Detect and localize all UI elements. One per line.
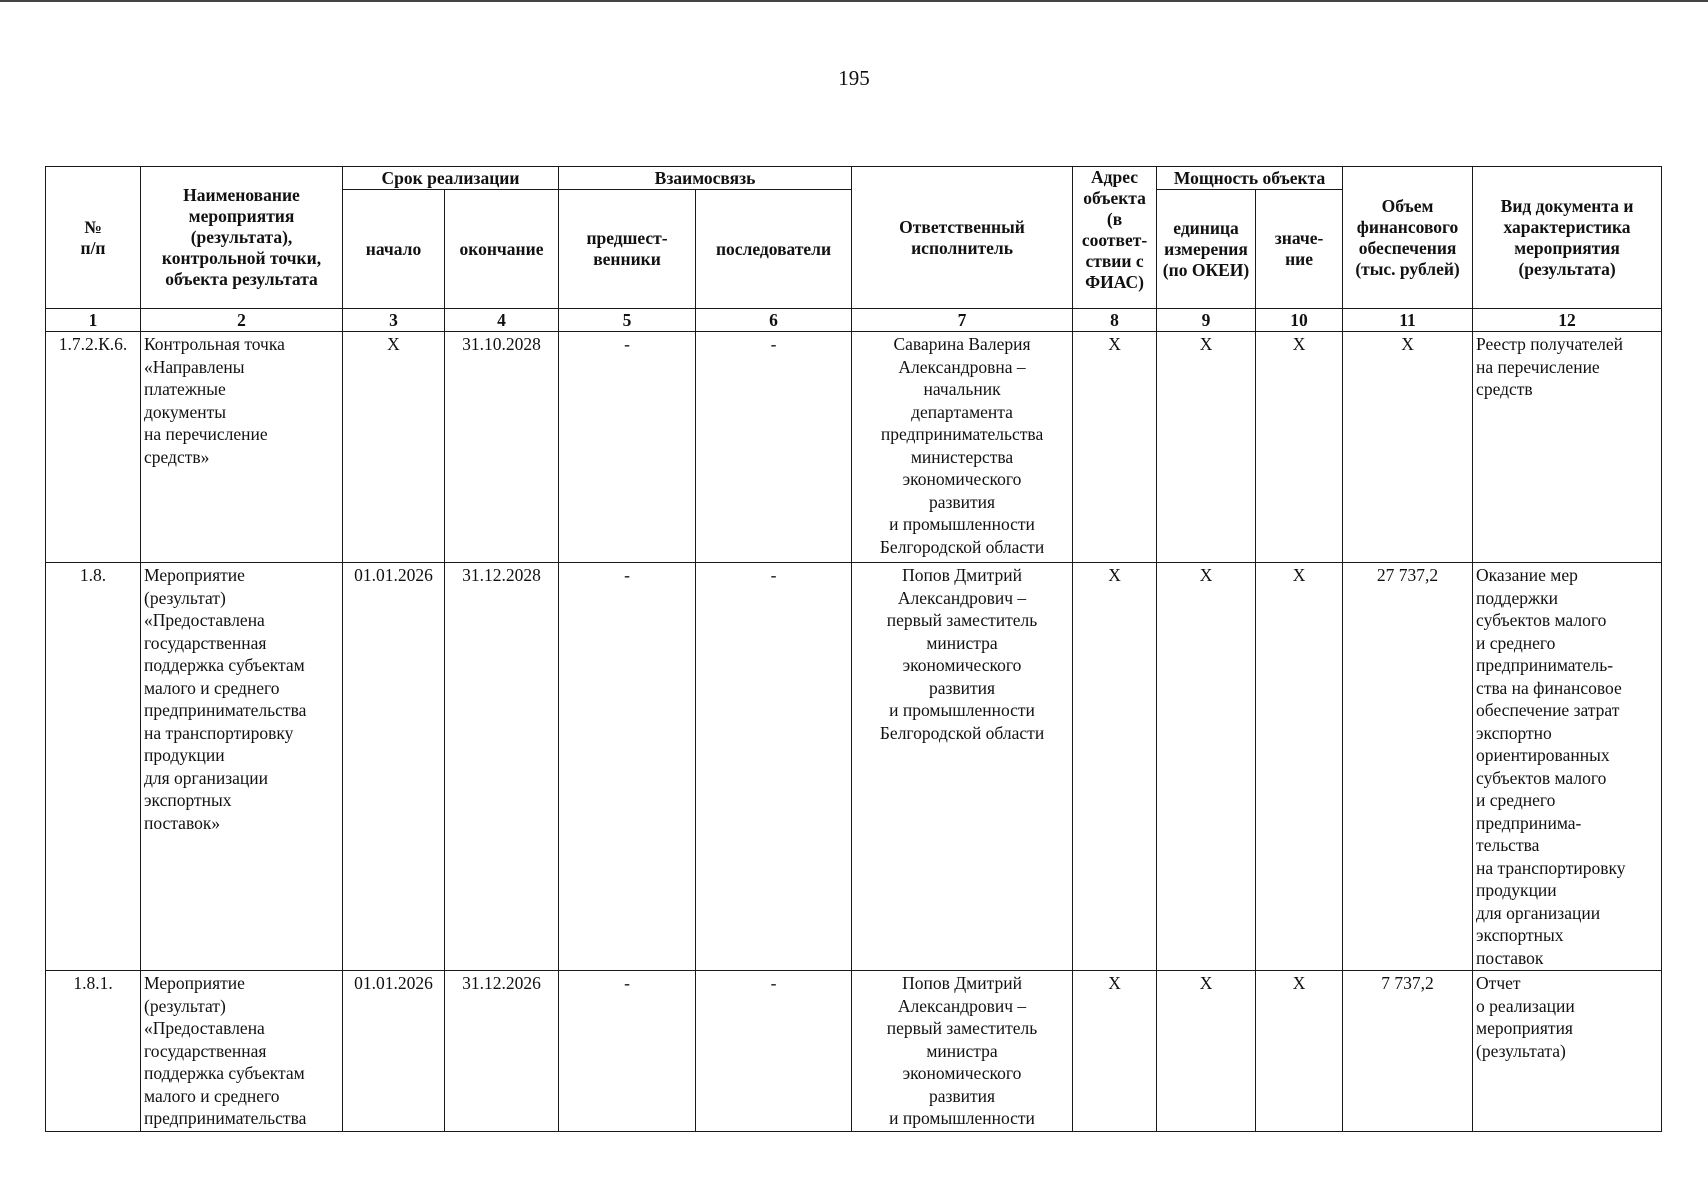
table-row xyxy=(46,563,1662,971)
row-funding: 7 737,2 xyxy=(1343,971,1473,1132)
column-number: 8 xyxy=(1073,309,1157,332)
row-doc-type: Отчет о реализации мероприятия (результата) xyxy=(1473,971,1662,1132)
header-responsible: Ответственный исполнитель xyxy=(852,167,1073,309)
header-address: Адрес объекта (в соответ-ствии с ФИАС) xyxy=(1073,167,1157,309)
row-end: 31.12.2028 xyxy=(445,563,559,971)
table-header xyxy=(46,167,1662,332)
row-name: Мероприятие (результат) «Предоставлена государственная поддержка субъектам малого и среднего предпринимательства xyxy=(141,971,343,1132)
row-start: 01.01.2026 xyxy=(343,971,445,1132)
column-number: 11 xyxy=(1343,309,1473,332)
row-predecessors: - xyxy=(559,563,696,971)
row-unit: X xyxy=(1157,971,1256,1132)
row-name: Контрольная точка «Направлены платежные документы на перечисление средств» xyxy=(141,332,343,563)
row-name: Мероприятие (результат) «Предоставлена государственная поддержка субъектам малого и среднего предпринимательства на транспортировку продукции для организации экспортных поставок» xyxy=(141,563,343,971)
row-responsible: Попов Дмитрий Александрович – первый заместитель министра экономического развития и промышленности xyxy=(852,971,1073,1132)
row-num: 1.7.2.К.6. xyxy=(46,332,141,563)
plan-table xyxy=(45,166,1662,1132)
header-relation: Взаимосвязь xyxy=(559,167,852,190)
column-number: 7 xyxy=(852,309,1073,332)
row-successors: - xyxy=(696,332,852,563)
column-number: 1 xyxy=(46,309,141,332)
row-end: 31.12.2026 xyxy=(445,971,559,1132)
row-address: X xyxy=(1073,971,1157,1132)
row-doc-type: Оказание мер поддержки субъектов малого и среднего предприниматель- ства на финансовое обеспечение затрат экспортно ориентированных субъектов малого и среднего предпринима- тельства на транспортировку продукции для организации экспортных поставок xyxy=(1473,563,1662,971)
page-number: 195 xyxy=(838,66,870,90)
row-end: 31.10.2028 xyxy=(445,332,559,563)
header-unit: единица измерения (по ОКЕИ) xyxy=(1157,190,1256,309)
row-num: 1.8. xyxy=(46,563,141,971)
header-term: Срок реализации xyxy=(343,167,559,190)
header-name: Наименование мероприятия (результата), контрольной точки, объекта результата xyxy=(141,167,343,309)
header-capacity: Мощность объекта xyxy=(1157,167,1343,190)
header-value: значе- ние xyxy=(1256,190,1343,309)
column-number: 4 xyxy=(445,309,559,332)
column-number: 5 xyxy=(559,309,696,332)
row-doc-type: Реестр получателей на перечисление средств xyxy=(1473,332,1662,563)
row-predecessors: - xyxy=(559,332,696,563)
row-address: X xyxy=(1073,332,1157,563)
row-funding: 27 737,2 xyxy=(1343,563,1473,971)
header-successors: последователи xyxy=(696,190,852,309)
row-start: 01.01.2026 xyxy=(343,563,445,971)
row-predecessors: - xyxy=(559,971,696,1132)
row-successors: - xyxy=(696,563,852,971)
row-start: X xyxy=(343,332,445,563)
column-number: 9 xyxy=(1157,309,1256,332)
row-value: X xyxy=(1256,332,1343,563)
column-number: 6 xyxy=(696,309,852,332)
row-value: X xyxy=(1256,563,1343,971)
column-number: 12 xyxy=(1473,309,1662,332)
header-doc-type: Вид документа и характеристика мероприятия (результата) xyxy=(1473,167,1662,309)
row-funding: X xyxy=(1343,332,1473,563)
row-unit: X xyxy=(1157,332,1256,563)
header-term-end: окончание xyxy=(445,190,559,309)
column-number: 3 xyxy=(343,309,445,332)
table-row xyxy=(46,332,1662,563)
top-rule xyxy=(0,0,1708,2)
row-value: X xyxy=(1256,971,1343,1132)
row-num: 1.8.1. xyxy=(46,971,141,1132)
header-num: № п/п xyxy=(46,167,141,309)
header-funding: Объем финансового обеспечения (тыс. рублей) xyxy=(1343,167,1473,309)
row-address: X xyxy=(1073,563,1157,971)
header-term-start: начало xyxy=(343,190,445,309)
header-predecessors: предшест- венники xyxy=(559,190,696,309)
row-responsible: Попов Дмитрий Александрович – первый заместитель министра экономического развития и промышленности Белгородской области xyxy=(852,563,1073,971)
table-row xyxy=(46,971,1662,1132)
column-number-row xyxy=(46,309,1662,332)
row-responsible: Саварина Валерия Александровна – начальник департамента предпринимательства министерства экономического развития и промышленности Белгородской области xyxy=(852,332,1073,563)
row-unit: X xyxy=(1157,563,1256,971)
column-number: 10 xyxy=(1256,309,1343,332)
column-number: 2 xyxy=(141,309,343,332)
row-successors: - xyxy=(696,971,852,1132)
